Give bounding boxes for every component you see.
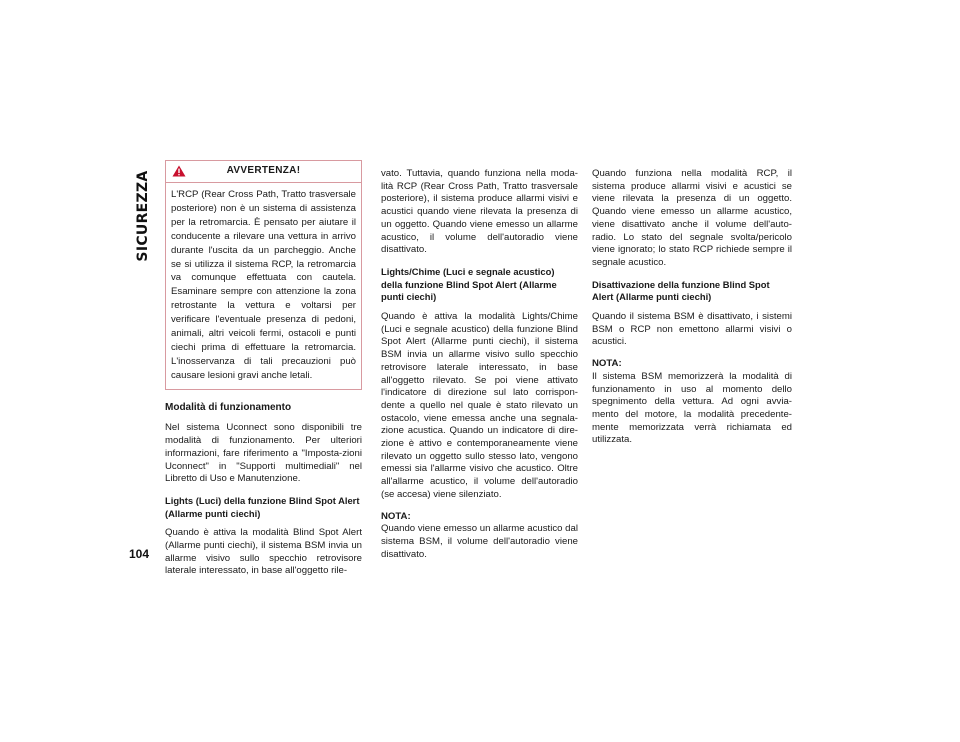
paragraph: Quando è attiva la modalità Lights/Chime (Luci e segnale acustico) della funzione Blind Spot Alert (Allarme punti ciechi), il sistema BSM invia un allarme visivo sullo specchio retrovisore laterale interessato, in base all'oggetto rilevato. Se poi viene attivato l'indicatore di direzione sul lato corrispon-dente a quello nel quale è stato rilevato un ostacolo, viene emessa anche una segnala-zione acustica. Quando un indicatore di dire-zione è attivo e contemporaneamente viene rilevato un oggetto sullo stesso lato, vengono emessi sia l'allarme visivo che acustico. Oltre all'allarme acustico, il volume dell'autoradio (se accesa) viene silenziato. [381, 311, 578, 500]
note [381, 511, 578, 562]
heading-operating-modes: Modalità di funzionamento [165, 401, 292, 413]
note-text: Il sistema BSM memorizzerà la modalità di funzionamento in uso al momento dello spegnimento della vettura. Ad ogni avvia-mento del motore, la modalità precedente-mente memorizzata verrà richiamata ed utilizzata. [592, 370, 792, 446]
paragraph: Quando funziona nella modalità RCP, il sistema produce allarmi visivi e acustici se viene rilevata la presenza di un oggetto. Quando viene emesso un allarme acustico, viene disattivato anche il volume dell'auto-radio. Lo stato del segnale svolta/pericolo viene ignorato; lo stato RCP richiede sempre il segnale acustico. [592, 168, 792, 268]
warning-text: L'RCP (Rear Cross Path, Tratto trasversale posteriore) non è un sistema di assistenza per la retromarcia. È pensato per aiutare il conducente a rilevare una vettura in arrivo durante l'uscita da un parcheggio. Anche se si utilizza il sistema RCP, la retromarcia va comunque effettuata con cautela. Esaminare sempre con attenzione la zona retrostante la vettura e voltarsi per verificare l'eventuale presenza di pedoni, animali, altri veicoli fermi, ostacoli e punti ciechi prima di effettuare la retromarcia. L'inosservanza di tali precauzioni può causare lesioni gravi anche letali. [171, 189, 356, 381]
warning-box [165, 160, 362, 390]
subheading-deactivation: Disattivazione della funzione Blind Spot Alert (Allarme punti ciechi) [592, 278, 770, 303]
subheading-lights: Lights (Luci) della funzione Blind Spot Alert (Allarme punti ciechi) [165, 494, 360, 519]
note-label: NOTA: [381, 510, 411, 522]
note-text: Quando viene emesso un allarme acustico dal sistema BSM, il volume dell'autoradio viene disattivato. [381, 523, 578, 560]
note [592, 358, 792, 447]
column-2 [381, 168, 578, 570]
column-3 [592, 168, 792, 456]
subheading-lights-chime: Lights/Chime (Luci e segnale acustico) della funzione Blind Spot Alert (Allarme punti ciechi) [381, 265, 557, 303]
note-label: NOTA: [592, 358, 622, 370]
paragraph: Quando è attiva la modalità Blind Spot Alert (Allarme punti ciechi), il sistema BSM invia un allarme visivo sullo specchio retrovisore laterale interessato, in base all'oggetto rile- [165, 527, 362, 577]
section-title [122, 170, 164, 262]
page-number: 104 [129, 547, 150, 561]
section-title-text: SICUREZZA [135, 170, 151, 262]
warning-title: AVVERTENZA! [226, 165, 301, 177]
paragraph: Quando il sistema BSM è disattivato, i sistemi BSM o RCP non emettono allarmi visivi o acustici. [592, 311, 792, 348]
warning-triangle-icon [172, 165, 186, 177]
warning-header [166, 161, 361, 183]
paragraph: Nel sistema Uconnect sono disponibili tre modalità di funzionamento. Per ulteriori informazioni, fare riferimento a "Imposta-zioni Uconnect" in "Supporti multimediali" nel Libretto di Uso e Manutenzione. [165, 422, 362, 485]
paragraph: vato. Tuttavia, quando funziona nella moda-lità RCP (Rear Cross Path, Tratto trasversale posteriore), il sistema produce allarmi visivi e acustici quando viene rilevata la presenza di un oggetto. Quando viene emesso un allarme acustico, il volume dell'autoradio viene disattivato. [381, 168, 578, 256]
column-1 [165, 160, 362, 587]
